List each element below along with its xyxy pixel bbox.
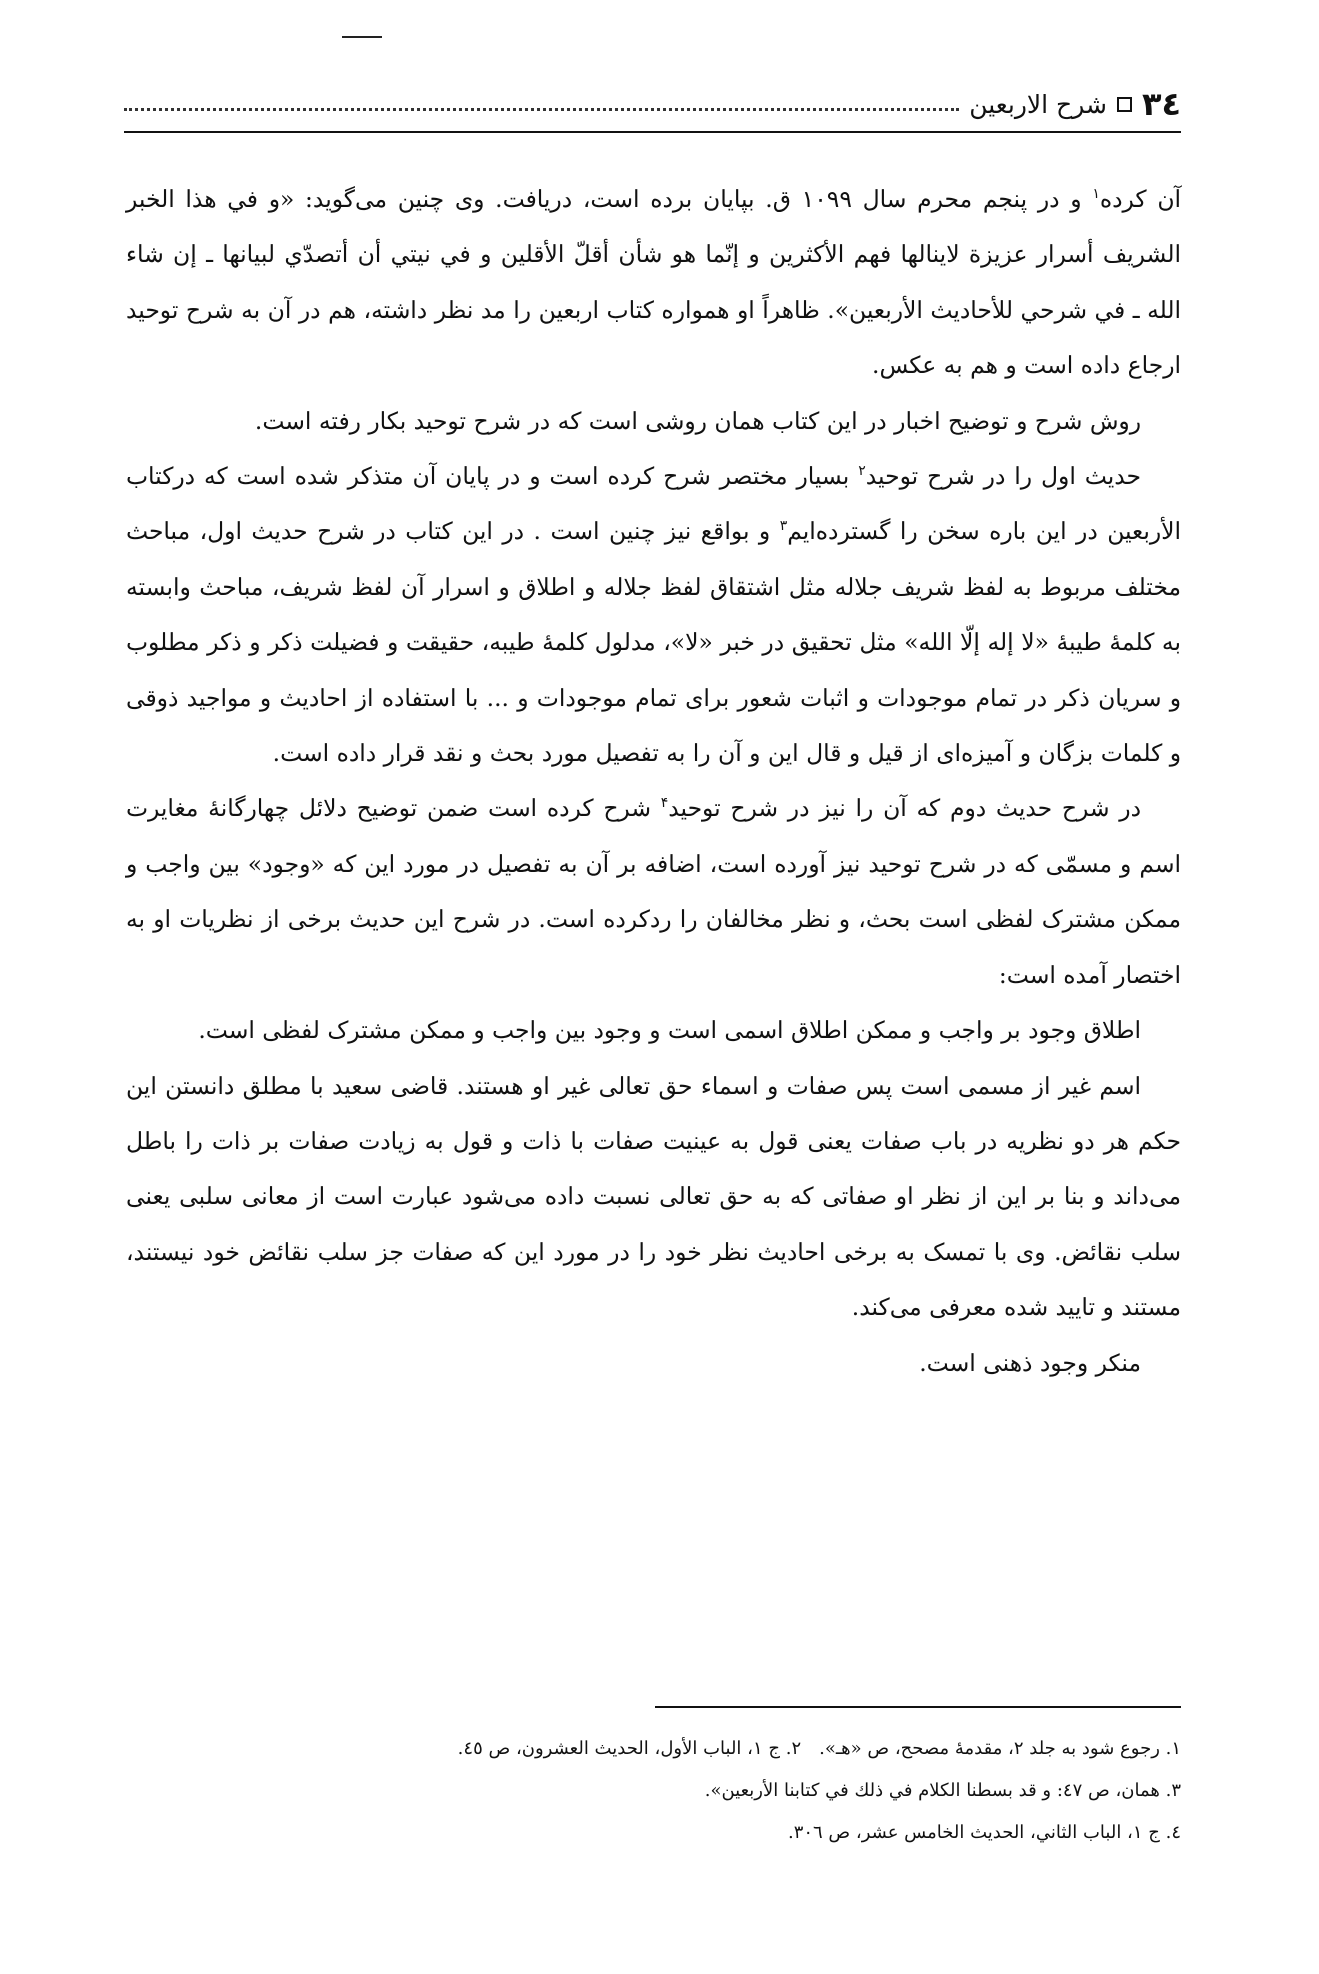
paragraph-7 <box>126 1336 1181 1391</box>
text-run: اطلاق وجود بر واجب و ممکن اطلاق اسمی است و وجود بین واجب و ممکن مشترک لفظی است. <box>198 1016 1141 1045</box>
footnote-line <box>126 1728 1181 1770</box>
header-rule <box>124 131 1181 133</box>
footnote-4: ٤. ج ۱، الباب الثاني، الحديث الخامس عشر، ص ۳۰٦. <box>787 1822 1181 1843</box>
footnote-ref: ۱ <box>1092 186 1100 203</box>
text-run: بسیار مختصر شرح کرده است و در پایان آن متذکر شده است که درکتاب الأربعین در این باره سخن را گسترده‌ایم <box>126 462 1181 546</box>
footnote-ref: ۴ <box>660 795 669 812</box>
paragraph-5 <box>126 1003 1181 1058</box>
text-run: شرح کرده است ضمن توضیح دلائل چهارگانهٔ مغایرت اسم و مسمّی که در شرح توحید نیز آورده است، اضافه بر آن به تفصیل در مورد این که «وجود» بین واجب و ممکن مشترک لفظی است بحث، و نظر مخالفان را ردکرده است. در شرح این حدیث برخی از نظریات او به اختصار آمده است: <box>126 794 1181 989</box>
page-number: ٣٤ <box>1141 85 1181 123</box>
paragraph-4 <box>126 781 1181 1003</box>
body-text <box>126 172 1181 1391</box>
footnote-ref: ۳ <box>779 518 788 535</box>
paragraph-2 <box>126 394 1181 449</box>
footnote-rule <box>655 1706 1181 1708</box>
footnote-1: ۱. رجوع شود به جلد ۲، مقدمهٔ مصحح، ص «هـ». <box>819 1738 1181 1759</box>
text-run: حدیث اول را در شرح توحید <box>865 462 1141 491</box>
text-run: در شرح حدیث دوم که آن را نیز در شرح توحید <box>668 794 1142 823</box>
footnote-ref: ۲ <box>858 463 866 480</box>
top-dash-mark <box>342 36 382 38</box>
running-title: شرح الاربعين <box>969 89 1107 119</box>
page-header <box>124 80 1181 128</box>
footnote-line <box>126 1770 1181 1812</box>
text-run: روش شرح و توضیح اخبار در این کتاب همان روشی است که در شرح توحید بکار رفته است. <box>254 406 1141 435</box>
paragraph-3 <box>126 449 1181 781</box>
text-run: اسم غیر از مسمی است پس صفات و اسماء حق تعالی غیر او هستند. قاضی سعید با مطلق دانستن این حکم هر دو نظریه در باب صفات یعنی قول به عینیت صفات با ذات و قول به زیادت صفات بر ذات را باطل می‌داند و بنا بر این از نظر او صفاتی که به حق تعالی نسبت داده می‌شود عبارت است از معانی سلبی یعنی سلب نقائض. وی با تمسک به برخی احادیث نظر خود را در مورد این که صفات جز سلب نقائض خود نیستند، مستند و تایید شده معرفی می‌کند. <box>126 1071 1181 1322</box>
paragraph-1 <box>126 172 1181 394</box>
footnote-line <box>126 1812 1181 1854</box>
text-run: و در پنجم محرم سال ۱۰۹۹ ق. بپایان برده است، دریافت. وی چنین می‌گوید: «و في هذا الخبر الشريف أسرار عزيزة لاينالها فهم الأكثرين و إنّما هو شأن أقلّ الأقلين و في نيتي أن أتصدّي لبيانها ـ إن شاء الله ـ في شرحي للأحاديث الأربعين». ظاهراً او همواره کتاب اربعین را مد نظر داشته، هم در آن به شرح توحید ارجاع داده است و هم به عکس. <box>126 185 1181 380</box>
text-run: و بواقع نیز چنین است . در این کتاب در شرح حدیث اول، مباحث مختلف مربوط به لفظ شریف جلاله مثل اشتقاق لفظ جلاله و اطلاق و اسرار آن لفظ شریف، مباحث وابسته به کلمهٔ طیبهٔ «لا إله إلّا الله» مثل تحقیق در خبر «لا»، مدلول کلمهٔ طیبه، حقیقت و فضیلت ذکر و ذکر مطلوب و سریان ذکر در تمام موجودات و اثبات شعور برای تمام موجودات و ... با استفاده از احادیث و مواجید ذوقی و کلمات بزگان و آمیزه‌ای از قیل و قال این و آن را به تفصیل مورد بحث و نقد قرار داده است. <box>126 517 1181 768</box>
text-run: منکر وجود ذهنی است. <box>919 1348 1141 1377</box>
footnote-3: ۳. همان، ص ٤٧: و قد بسطنا الكلام في ذلك في كتابنا الأربعين». <box>704 1780 1181 1801</box>
footnote-2: ۲. ج ۱، الباب الأول، الحديث العشرون، ص ٤٥. <box>457 1738 802 1759</box>
footnotes <box>126 1728 1181 1854</box>
square-icon <box>1117 97 1132 112</box>
paragraph-6 <box>126 1059 1181 1336</box>
header-dot-leader <box>124 108 959 111</box>
text-run: آن کرده <box>1099 185 1181 213</box>
